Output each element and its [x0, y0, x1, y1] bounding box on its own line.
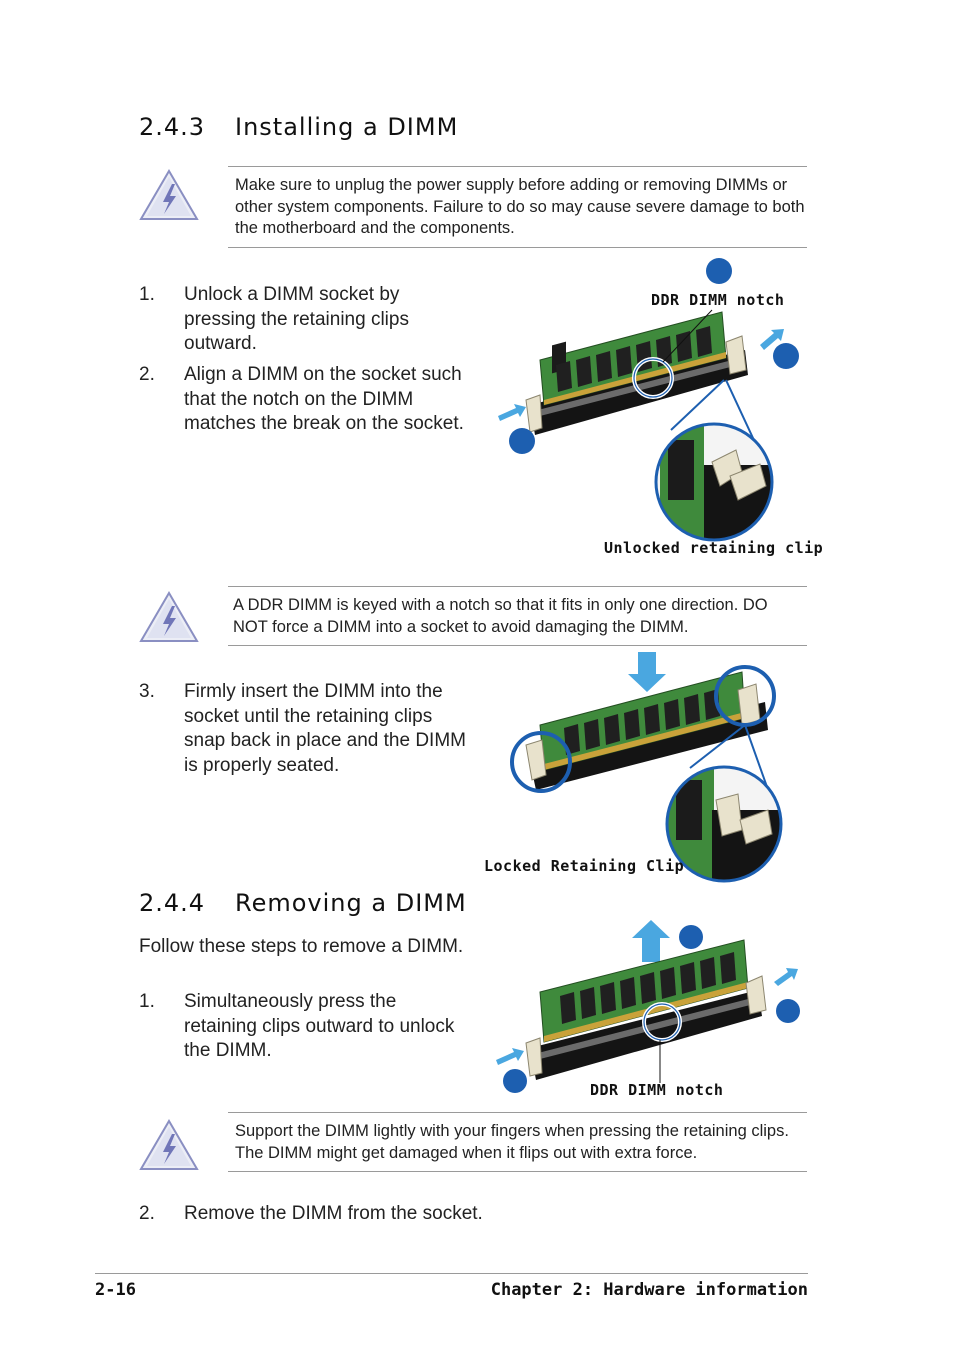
outward-arrow-icon: [496, 1048, 524, 1065]
retaining-clip-right: [738, 684, 760, 725]
step-number: 2.: [139, 364, 155, 385]
remove-step-1: [139, 990, 479, 1066]
callout-dot-left: [503, 1069, 527, 1093]
section-number: 2.4.4: [139, 889, 206, 917]
caution-triangle-icon: [138, 590, 200, 644]
section-heading-installing: [139, 113, 458, 141]
figure-insert-dimm: [490, 650, 790, 885]
figure1-notch-label: DDR DIMM notch: [651, 291, 785, 309]
down-arrow-icon: [628, 652, 666, 692]
step-text: Align a DIMM on the socket such that the notch on the DIMM matches the break on the socket.: [184, 364, 464, 434]
section-number: 2.4.3: [139, 113, 206, 141]
figure1-clip-label: Unlocked retaining clip: [604, 539, 824, 557]
retaining-clip-left: [526, 1038, 542, 1076]
page-number: 2-16: [95, 1280, 136, 1300]
caution-triangle-icon: [138, 168, 200, 222]
retaining-clip-left: [526, 395, 542, 432]
retaining-clip-right: [746, 976, 766, 1014]
figure-remove-dimm: [490, 918, 810, 1098]
step-number: 2.: [139, 1203, 155, 1224]
outward-arrow-icon: [498, 404, 526, 421]
caution-triangle-icon: [138, 1118, 200, 1172]
caution-box-power: [228, 166, 807, 248]
figure2-clip-label: Locked Retaining Clip: [484, 857, 685, 875]
footer-rule: [95, 1273, 808, 1274]
zoom-detail-unlocked: [656, 420, 774, 545]
section-heading-removing: [139, 889, 467, 917]
retaining-clip-left: [526, 740, 546, 780]
retaining-clip-right: [726, 336, 746, 374]
step-number: 3.: [139, 681, 155, 702]
callout-dot-top: [706, 258, 732, 284]
callout-dot-right: [776, 999, 800, 1023]
step-text: Firmly insert the DIMM into the socket until the retaining clips snap back in place and the DIMM is properly seated.: [184, 681, 466, 776]
caution-text: Make sure to unplug the power supply before adding or removing DIMMs or other system components. Failure to do so may cause severe damage to both the motherboard and the components.: [235, 176, 805, 237]
install-step-1: [139, 283, 479, 357]
up-arrow-icon: [632, 920, 670, 962]
step-text: Remove the DIMM from the socket.: [184, 1203, 483, 1224]
chapter-title: Chapter 2: Hardware information: [490, 1280, 808, 1300]
callout-dot-top: [679, 925, 703, 949]
caution-text: A DDR DIMM is keyed with a notch so that it fits in only one direction. DO NOT force a DIMM into a socket to avoid damaging the DIMM.: [233, 596, 768, 636]
step-number: 1.: [139, 284, 155, 305]
callout-dot-right: [773, 343, 799, 369]
caution-text: Support the DIMM lightly with your fingers when pressing the retaining clips. The DIMM might get damaged when it flips out with extra force.: [235, 1122, 789, 1162]
install-step-2: [139, 363, 479, 463]
section-title: Installing a DIMM: [235, 113, 459, 141]
step-text: Simultaneously press the retaining clips outward to unlock the DIMM.: [184, 991, 455, 1061]
section-title: Removing a DIMM: [235, 889, 467, 917]
callout-dot-left: [509, 428, 535, 454]
figure3-notch-label: DDR DIMM notch: [590, 1081, 724, 1099]
step-text: Unlock a DIMM socket by pressing the retaining clips outward.: [184, 284, 409, 354]
caution-box-keyed: [228, 586, 807, 646]
remove-intro: Follow these steps to remove a DIMM.: [139, 936, 464, 957]
caution-box-support: [228, 1112, 807, 1172]
remove-step-2: [139, 1202, 539, 1228]
outward-arrow-icon: [774, 968, 798, 986]
install-step-3: [139, 680, 479, 780]
step-number: 1.: [139, 991, 155, 1012]
